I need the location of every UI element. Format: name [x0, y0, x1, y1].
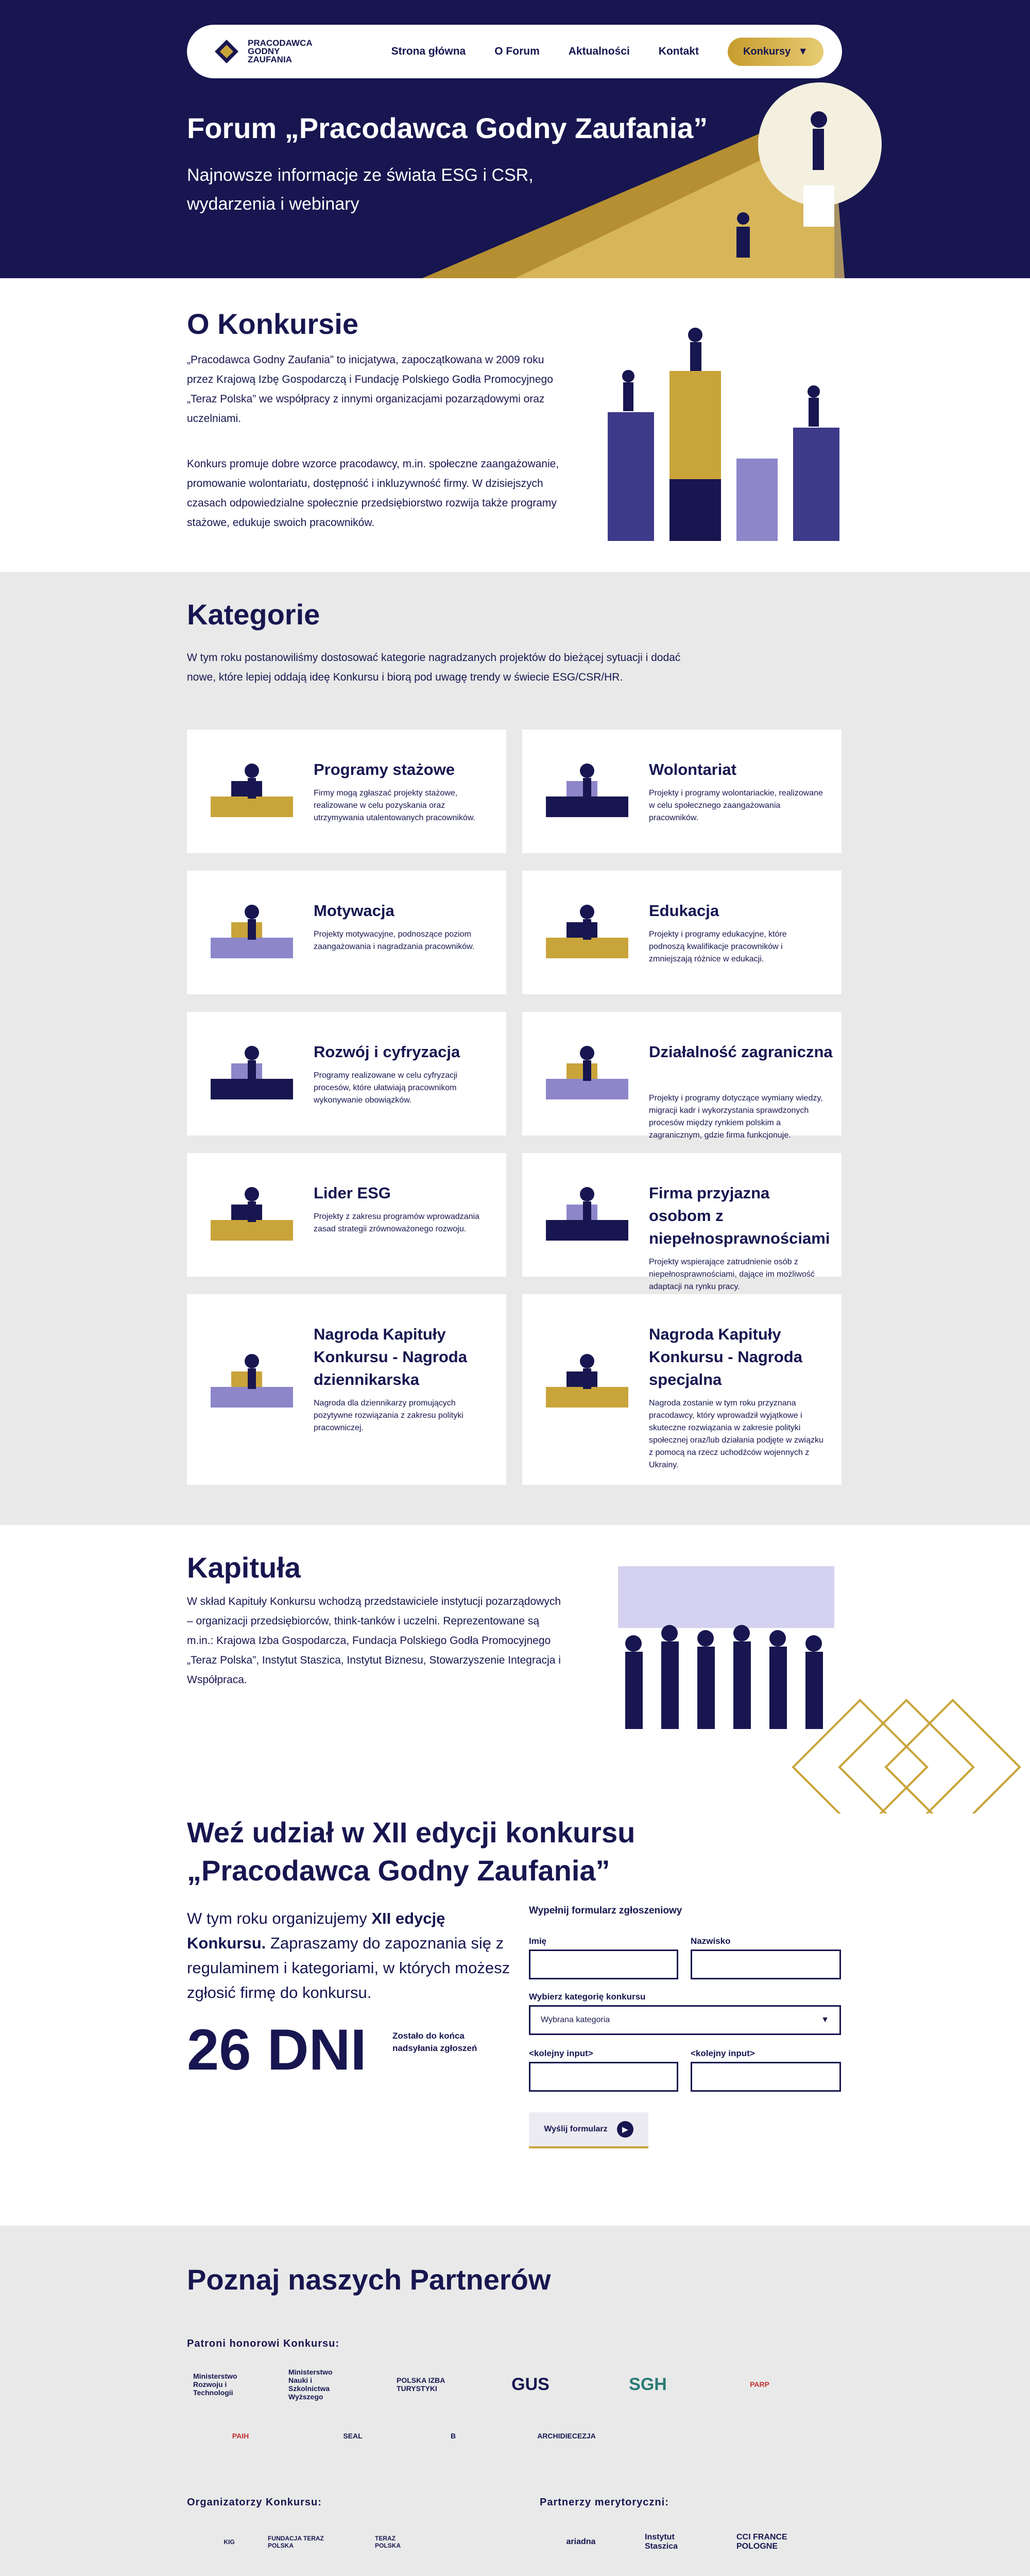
category-card[interactable]	[522, 1153, 842, 1291]
category-description: Projekty motywacyjne, podnoszące poziom zaangażowania i nagradzania pracowników.	[314, 930, 475, 951]
contests-label: Konkursy	[743, 45, 791, 57]
partner-logo[interactable]: FUNDACJA TERAZ POLSKA	[268, 2535, 324, 2549]
category-description: Firmy mogą zgłaszać projekty stażowe, realizowane w celu pozyskania oraz utrzymywania utalentowanych pracowników.	[314, 789, 475, 822]
category-card[interactable]	[187, 1012, 506, 1136]
category-illustration	[536, 1341, 639, 1423]
arrow-right-icon: ▶	[617, 2121, 633, 2138]
join-title: Weź udział w XII edycji konkursu „Pracodawca Godny Zaufania”	[187, 1816, 636, 1887]
partners-section	[0, 2226, 1030, 2576]
category-description: Projekty i programy wolontariackie, realizowane w celu społecznego zaangażowania pracowników.	[649, 789, 823, 822]
next-input-1[interactable]	[529, 2062, 678, 2092]
hero-subtitle: Najnowsze informacje ze świata ESG i CSR, wydarzenia i webinary	[187, 165, 534, 214]
logo-text: PRACODAWCA GODNY ZAUFANIA	[248, 38, 312, 64]
category-select-label: Wybierz kategorię konkursu	[529, 1992, 646, 2002]
partner-logo[interactable]: PARP	[750, 2380, 769, 2388]
partner-logo[interactable]: B	[450, 2432, 456, 2440]
partner-logo[interactable]: Instytut Staszica	[645, 2533, 678, 2551]
first-name-input[interactable]	[529, 1950, 678, 1979]
next-input-1-label: <kolejny input>	[529, 2048, 593, 2058]
days-label: Zostało do końca nadsyłania zgłoszeń	[392, 2031, 477, 2053]
category-illustration	[200, 1032, 303, 1115]
category-title: Nagroda Kapituły Konkursu - Nagroda dziennikarska	[314, 1325, 467, 1388]
category-card[interactable]	[522, 1012, 842, 1140]
join-text	[187, 1906, 527, 2005]
nav-forum[interactable]: O Forum	[494, 45, 540, 57]
category-title: Motywacja	[314, 902, 394, 920]
organizers-label: Organizatorzy Konkursu:	[187, 2497, 322, 2508]
join-text-a: W tym roku organizujemy	[187, 1909, 372, 1927]
last-name-label: Nazwisko	[691, 1936, 731, 1946]
gold-diamond-decoration	[788, 1695, 1030, 1814]
site-logo[interactable]	[213, 38, 310, 65]
category-title: Firma przyjazna osobom z niepełnosprawnościami	[649, 1184, 830, 1247]
kapitula-text: W skład Kapituły Konkursu wchodzą przedstawiciele instytucji pozarządowych – organizacji przedsiębiorców, think-tanków i uczelni. Reprezentowane są m.in.: Krajowa Izba Gospodarcza, Fundacja Polskiego Godła Promocyjnego „Teraz Polska”, Instytut Staszica, Instytut Biznesu, Stowarzyszenie Integracja i Współpraca.	[187, 1596, 561, 1686]
join-text-bold: XII edycję Konkursu.	[187, 1909, 445, 1952]
next-input-2-label: <kolejny input>	[691, 2048, 755, 2058]
category-title: Lider ESG	[314, 1184, 391, 1202]
category-description: Projekty wspierające zatrudnienie osób z niepełnosprawnościami, dające im możliwość adaptacji na rynku pracy.	[649, 1258, 815, 1291]
caret-down-icon: ▼	[798, 45, 808, 57]
partner-logo[interactable]: Ministerstwo Nauki i Szkolnictwa Wyższego	[288, 2368, 333, 2401]
category-select-value: Wybrana kategoria	[541, 2015, 610, 2024]
partner-logo[interactable]: TERAZ POLSKA	[375, 2535, 401, 2549]
partner-logo[interactable]: KIG	[224, 2538, 235, 2546]
category-illustration	[536, 1174, 639, 1256]
category-description: Projekty i programy dotyczące wymiany wiedzy, migracji kadr i wykorzystania sprawdzonych procesów między rynkiem polskim a zagranicznym, gdzie firma funkcjonuje.	[649, 1094, 823, 1140]
hero-section	[0, 0, 1030, 278]
join-section	[0, 1814, 1030, 2226]
nav-home[interactable]: Strona główna	[391, 45, 466, 57]
category-description: Programy realizowane w celu cyfryzacji procesów, które ułatwiają pracownikom wykonywanie obowiązków.	[314, 1071, 458, 1105]
category-title: Edukacja	[649, 902, 719, 920]
partner-logo[interactable]: POLSKA IZBA TURYSTYKI	[397, 2376, 445, 2393]
category-select[interactable]	[529, 2005, 841, 2035]
category-title: Wolontariat	[649, 760, 736, 778]
category-card[interactable]	[187, 1294, 506, 1485]
podium-illustration	[597, 309, 865, 562]
join-text-c: Zapraszamy do zapoznania się z regulaminem i kategoriami, w których możesz zgłosić firmę do konkursu.	[187, 1934, 510, 2002]
nav-news[interactable]: Aktualności	[568, 45, 630, 57]
partner-logo[interactable]: Ministerstwo Rozwoju i Technologii	[193, 2372, 237, 2397]
category-description: Projekty i programy edukacyjne, które podnoszą kwalifikacje pracowników i zmniejszają różnice w edukacji.	[649, 930, 787, 963]
categories-section	[0, 572, 1030, 1525]
category-illustration	[200, 891, 303, 974]
categories-title: Kategorie	[187, 598, 320, 631]
category-card[interactable]	[187, 730, 506, 853]
about-paragraph-2: Konkurs promuje dobre wzorce pracodawcy, m.in. społeczne zaangażowanie, promowanie wolontariatu, dostępność i inkluzywność firmy. W dzisiejszych czasach odpowiedzialne społecznie przedsiębiorstwo rozwija także programy stażowe, edukuje swoich pracowników.	[187, 458, 559, 529]
category-title: Działalność zagraniczna	[649, 1043, 833, 1061]
category-description: Projekty z zakresu programów wprowadzania zasad strategii zrównoważonego rozwoju.	[314, 1212, 479, 1233]
category-illustration	[536, 1032, 639, 1115]
logo-icon	[213, 38, 241, 65]
category-card[interactable]	[187, 1153, 506, 1277]
category-illustration	[536, 750, 639, 833]
partner-logo[interactable]: SEAL	[343, 2432, 363, 2440]
category-title: Rozwój i cyfryzacja	[314, 1043, 460, 1061]
substantive-label: Partnerzy merytoryczni:	[540, 2497, 669, 2508]
category-card[interactable]	[522, 871, 842, 994]
category-illustration	[200, 750, 303, 833]
next-input-2[interactable]	[691, 2062, 841, 2092]
hero-title: Forum „Pracodawca Godny Zaufania”	[187, 112, 708, 144]
honorary-label: Patroni honorowi Konkursu:	[187, 2338, 339, 2349]
partner-logo[interactable]: CCI FRANCE POLOGNE	[736, 2533, 787, 2551]
category-card[interactable]	[522, 1294, 842, 1485]
category-card[interactable]	[187, 871, 506, 994]
days-counter: 26 DNI	[187, 2018, 367, 2082]
main-navbar	[187, 25, 842, 78]
category-title: Nagroda Kapituły Konkursu - Nagroda specjalna	[649, 1325, 802, 1388]
contests-dropdown-button[interactable]	[728, 38, 823, 66]
category-description: Nagroda dla dziennikarzy promujących pozytywne rozwiązania z zakresu polityki pracowniczej.	[314, 1399, 464, 1432]
kapitula-title: Kapituła	[187, 1551, 301, 1584]
category-illustration	[200, 1174, 303, 1256]
select-caret-icon: ▼	[821, 2015, 829, 2024]
first-name-label: Imię	[529, 1936, 547, 1946]
partner-logo[interactable]: GUS	[511, 2374, 550, 2394]
category-illustration	[536, 891, 639, 974]
nav-contact[interactable]: Kontakt	[658, 45, 699, 57]
partner-logo[interactable]: PAIH	[232, 2432, 249, 2440]
partner-logo[interactable]: ariadna	[566, 2537, 596, 2546]
kapitula-section	[0, 1525, 1030, 1814]
about-title: O Konkursie	[187, 308, 358, 340]
categories-intro: W tym roku postanowiliśmy dostosować kategorie nagradzanych projektów do bieżącej sytuacji i dodać nowe, które lepiej oddają ideę Konkursu i biorą pod uwagę trendy w świecie ESG/CSR/HR.	[187, 652, 681, 683]
last-name-input[interactable]	[691, 1950, 841, 1979]
partner-logo[interactable]: SGH	[629, 2374, 667, 2394]
category-description: Nagroda zostanie w tym roku przyznana pracodawcy, który wprowadził wyjątkowe i skuteczne rozwiązania w zakresie polityki społecznej oraz/lub działania podjęte w związku z pomocą na rzecz uchodźców wojennych z Ukrainy.	[649, 1399, 823, 1469]
main-menu	[391, 38, 823, 66]
form-heading: Wypełnij formularz zgłoszeniowy	[529, 1905, 682, 1916]
submit-label: Wyślij formularz	[544, 2125, 608, 2133]
partner-logo[interactable]: ARCHIDIECEZJA	[537, 2432, 596, 2440]
partners-title: Poznaj naszych Partnerów	[187, 2263, 551, 2296]
category-illustration	[200, 1341, 303, 1423]
submit-form-button[interactable]	[529, 2112, 648, 2148]
category-card[interactable]	[522, 730, 842, 853]
about-paragraph-1: „Pracodawca Godny Zaufania” to inicjatywa, zapoczątkowana w 2009 roku przez Krajową Izbę Gospodarczą i Fundację Polskiego Godła Promocyjnego „Teraz Polska” we współpracy z innymi organizacjami pozarządowymi oraz uczelniami.	[187, 354, 553, 425]
about-section	[0, 278, 1030, 572]
category-title: Programy stażowe	[314, 760, 455, 778]
